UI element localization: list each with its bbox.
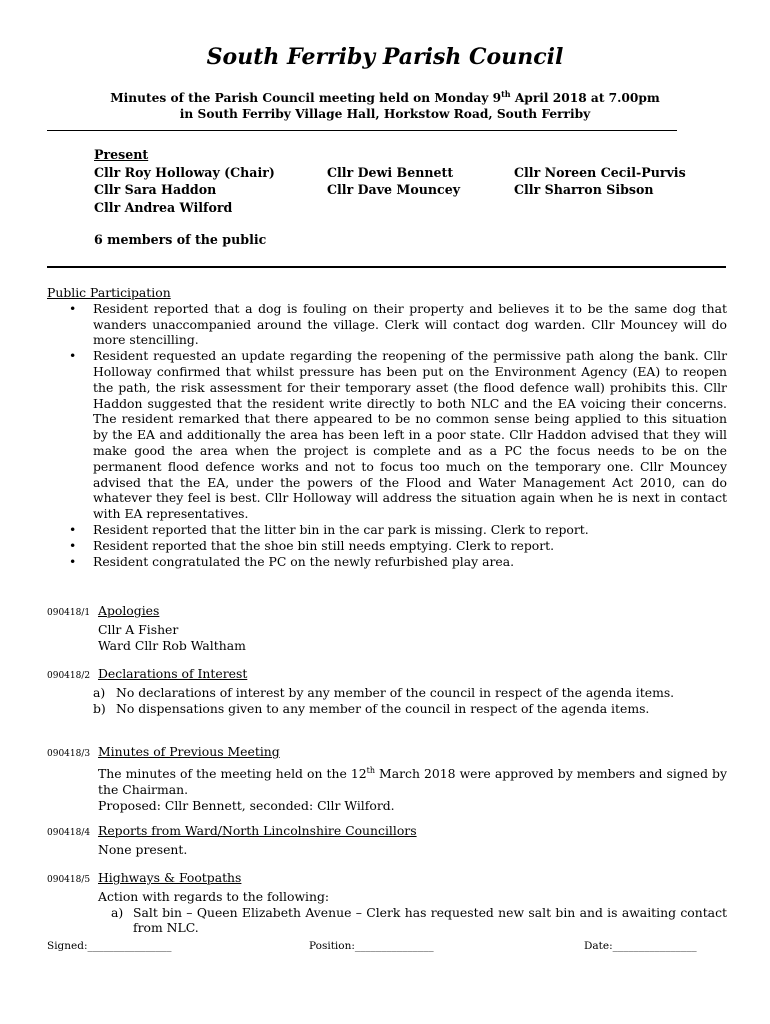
list-item xyxy=(47,905,727,937)
present-member: Cllr Dave Mouncey xyxy=(327,182,461,197)
list-item-text: Resident requested an update regarding the reopening of the permissive path along the bank. Cllr Holloway confirmed that whilst pressure has been put on the Environment Agency (EA) to reopen the path, the risk assessment for their temporary asset (the flood defence wall) prohibits this. Cllr Haddon suggested that the resident write directly to both NLC and the EA voicing their concerns. The resident remarked that there appeared to be no common sense being applied to this situation by the EA and additionally the area has been left in a poor state. Cllr Haddon advised that they will make good the area when the project is complete and as a PC the focus needs to be on the permanent flood defence works and not to focus too much on the temporary one. Cllr Mouncey advised that the EA, under the powers of the Flood and Water Management Act 2010, can do whatever they feel is best. Cllr Holloway will address the situation again when he is next in contact with EA representatives. xyxy=(93,348,727,522)
subtitle-date-suffix: th xyxy=(501,89,511,99)
minutes-text-b: March 2018 were approved by members and signed by the Chairman. xyxy=(98,765,727,797)
subtitle-line-1 xyxy=(0,86,770,106)
present-member: Cllr Roy Holloway (Chair) xyxy=(94,164,275,180)
apology-line: Ward Cllr Rob Waltham xyxy=(98,637,246,653)
council-title: South Ferriby Parish Council xyxy=(206,44,564,70)
apologies-title: Apologies xyxy=(98,603,160,618)
list-item xyxy=(47,701,727,717)
highways-list xyxy=(47,905,727,937)
present-member: Cllr Dewi Bennett xyxy=(327,164,454,180)
declarations-section xyxy=(47,666,727,716)
present-block xyxy=(94,146,744,216)
present-member: Cllr Noreen Cecil-Purvis xyxy=(514,164,686,180)
public-participation-section xyxy=(47,285,727,569)
list-item-text: No declarations of interest by any member of the council in respect of the agenda items. xyxy=(116,684,675,700)
minute-ref: 090418/3 xyxy=(47,749,91,759)
minutes-title: Minutes of Previous Meeting xyxy=(98,744,280,759)
list-item xyxy=(47,301,727,348)
declarations-heading xyxy=(47,666,727,685)
minutes-text-a: The minutes of the meeting held on the 12 xyxy=(98,765,367,781)
minutes-heading xyxy=(47,744,727,763)
bullet-icon: • xyxy=(69,537,77,553)
declarations-title: Declarations of Interest xyxy=(98,666,248,681)
bullet-icon: • xyxy=(69,300,77,316)
public-participation-list xyxy=(47,301,727,570)
list-item-text: Resident reported that the litter bin in the car park is missing. Clerk to report. xyxy=(93,521,589,537)
bullet-icon: • xyxy=(69,348,77,364)
list-letter: b) xyxy=(93,700,106,716)
bullet-icon: • xyxy=(69,553,77,569)
apology-line: Cllr A Fisher xyxy=(98,621,179,637)
present-member: Cllr Sharron Sibson xyxy=(514,182,654,197)
list-item xyxy=(47,554,727,570)
highways-intro: Action with regards to the following: xyxy=(98,888,330,904)
header-divider xyxy=(47,130,677,131)
minute-ref: 090418/4 xyxy=(47,828,91,838)
list-item-text: Resident congratulated the PC on the newly refurbished play area. xyxy=(93,553,515,569)
minute-ref: 090418/2 xyxy=(47,671,91,681)
reports-section xyxy=(47,823,727,858)
minute-ref: 090418/5 xyxy=(47,875,91,885)
highways-title: Highways & Footpaths xyxy=(98,870,242,885)
declarations-list xyxy=(47,685,727,717)
meeting-subtitle xyxy=(0,86,770,122)
date-field: Date:________________ xyxy=(584,940,697,952)
list-item-text: Resident reported that a dog is fouling on their property and believes it to be the same dog that wanders unaccompanied around the village. Clerk will contact dog warden. Cllr Mouncey will do more stencilling. xyxy=(93,300,727,348)
signed-field: Signed:________________ xyxy=(47,940,172,952)
apologies-heading xyxy=(47,603,727,622)
list-letter: a) xyxy=(111,904,124,920)
public-participation-title: Public Participation xyxy=(47,285,171,300)
public-count: 6 members of the public xyxy=(94,232,267,247)
minutes-proposed: Proposed: Cllr Bennett, seconded: Cllr Wilford. xyxy=(98,797,395,813)
highways-heading xyxy=(47,870,727,889)
subtitle-line-2: in South Ferriby Village Hall, Horkstow Road, South Ferriby xyxy=(179,107,591,122)
minutes-date-suffix: th xyxy=(366,765,375,775)
list-item xyxy=(47,522,727,538)
list-item-text: Salt bin – Queen Elizabeth Avenue – Clerk has requested new salt bin and is awaiting contact from NLC. xyxy=(133,904,727,936)
present-heading: Present xyxy=(94,147,149,162)
list-letter: a) xyxy=(93,684,106,700)
present-member: Cllr Andrea Wilford xyxy=(94,199,233,215)
attendance-divider xyxy=(47,266,726,268)
minutes-section xyxy=(47,744,727,813)
list-item xyxy=(47,538,727,554)
reports-title: Reports from Ward/North Lincolnshire Councillors xyxy=(98,823,417,838)
list-item xyxy=(47,348,727,522)
reports-text: None present. xyxy=(98,841,188,857)
position-field: Position:_______________ xyxy=(309,940,434,952)
reports-heading xyxy=(47,823,727,842)
bullet-icon: • xyxy=(69,521,77,537)
list-item xyxy=(47,685,727,701)
highways-section xyxy=(47,870,727,936)
list-item-text: No dispensations given to any member of the council in respect of the agenda items. xyxy=(116,700,650,716)
present-member: Cllr Sara Haddon xyxy=(94,182,217,197)
present-members xyxy=(94,164,744,217)
minute-ref: 090418/1 xyxy=(47,608,91,618)
subtitle-date-text: Minutes of the Parish Council meeting held on Monday 9 xyxy=(110,91,502,106)
minutes-approval-text xyxy=(47,763,727,798)
apologies-section xyxy=(47,603,727,653)
subtitle-time-text: April 2018 at 7.00pm xyxy=(510,91,660,106)
list-item-text: Resident reported that the shoe bin still needs emptying. Clerk to report. xyxy=(93,537,555,553)
